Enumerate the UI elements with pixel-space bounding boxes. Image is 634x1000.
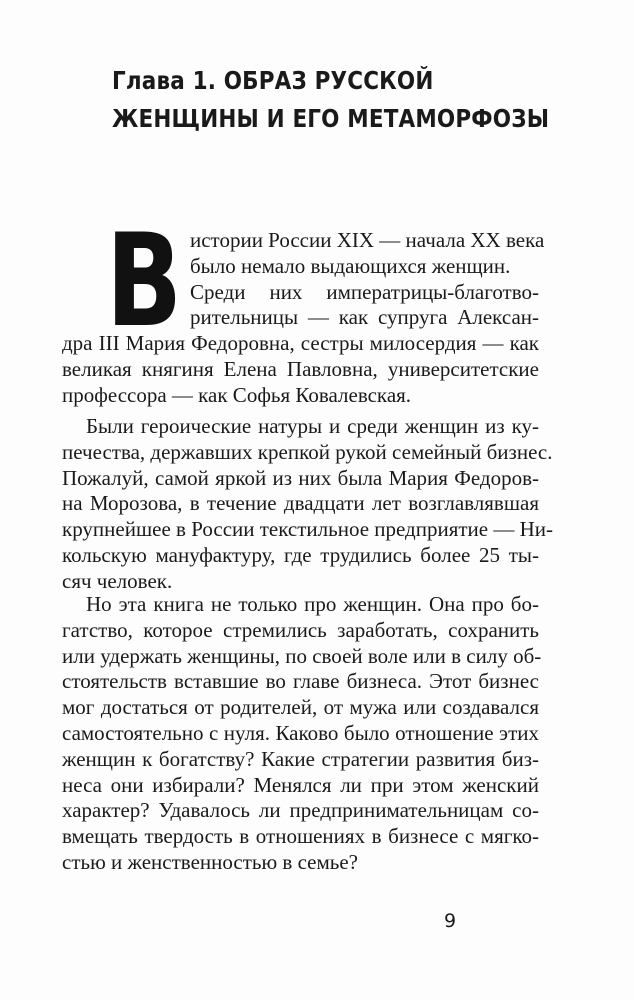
text-line: печества, державших крепкой рукой семейный бизнес. (62, 439, 553, 464)
page-number: 9 (444, 910, 457, 932)
chapter-title (112, 62, 550, 138)
text-line: было немало выдающихся женщин. (190, 253, 511, 278)
paragraph-3 (62, 592, 542, 876)
text-line: кольскую мануфактуру, где трудились более 25 ты- (62, 542, 539, 567)
text-line: Но эта книга не только про женщин. Она про бо- (86, 592, 539, 616)
text-line: неса они избирали? Менялся ли при этом женский (62, 772, 539, 797)
text-line: рительницы — как супруга Алексан- (190, 305, 539, 330)
text-line: Пожалуй, самой яркой из них была Мария Федоров- (62, 465, 539, 490)
text-line: крупнейшее в России текстильное предприятие — Ни- (62, 517, 554, 542)
text-line: самостоятельно с нуля. Каково было отношение этих (62, 720, 539, 745)
paragraph-1 (62, 228, 545, 409)
text-line: женщин к богатству? Какие стратегии развития биз- (62, 746, 539, 771)
text-line: характер? Удавалось ли предпринимательницам со- (62, 798, 539, 823)
text-line: сяч человек. (62, 568, 173, 593)
text-line: Среди них императрицы-благотво- (190, 279, 539, 304)
text-line: стью и женственностью в семье? (62, 849, 358, 874)
text-line: профессора — как Софья Ковалевская. (62, 382, 412, 407)
text-line: на Морозова, в течение двадцати лет возглавлявшая (62, 491, 539, 516)
text-line: гатство, которое стремились заработать, сохранить (62, 617, 539, 642)
text-line: истории России XIX — начала XX века (190, 228, 545, 252)
text-line: вмещать твердость в отношениях в бизнесе с мягко- (62, 824, 539, 849)
text-line: мог достаться от родителей, от мужа или создавался (62, 695, 539, 720)
chapter-title-line-2: ЖЕНЩИНЫ И ЕГО МЕТАМОРФОЗЫ (112, 104, 550, 133)
text-line: дра III Мария Федоровна, сестры милосердия — как (62, 331, 539, 356)
text-line: Были героические натуры и среди женщин из ку- (86, 414, 539, 438)
chapter-title-line-1: Глава 1. ОБРАЗ РУССКОЙ (112, 66, 434, 95)
drop-cap: В (106, 207, 183, 356)
paragraph-2 (62, 414, 554, 595)
text-line: стоятельств вставшие во главе бизнеса. Этот бизнес (62, 669, 539, 694)
text-line: или удержать женщины, по своей воле или в силу об- (62, 643, 542, 668)
text-line: великая княгиня Елена Павловна, университетские (62, 356, 539, 381)
